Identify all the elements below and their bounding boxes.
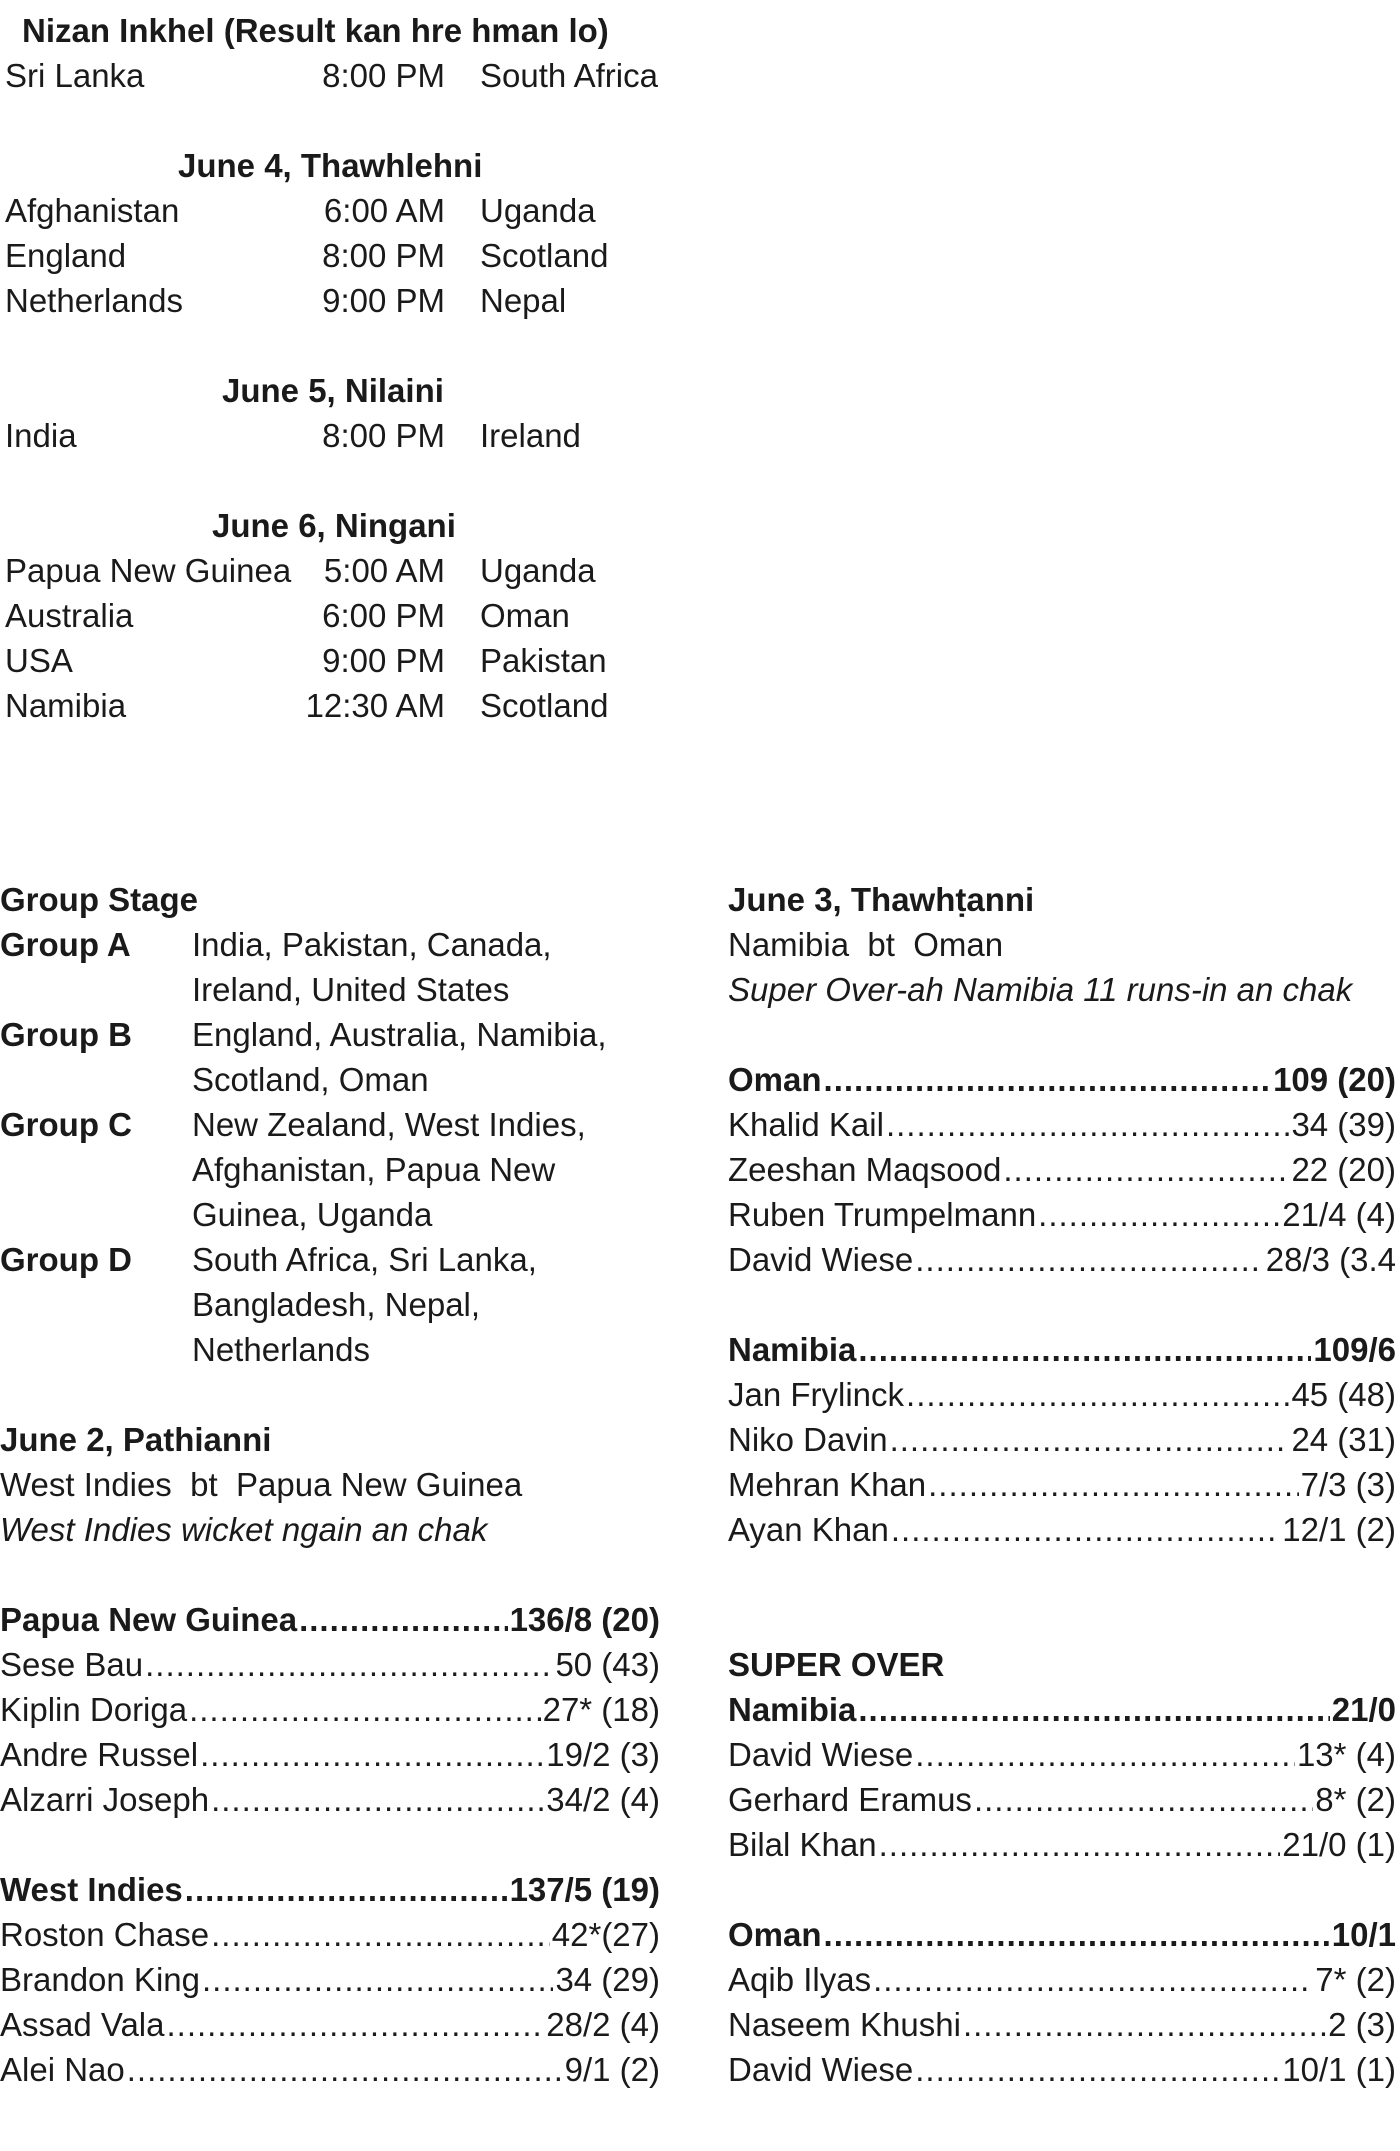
match-row bbox=[5, 278, 445, 323]
team2: Scotland bbox=[480, 687, 609, 724]
winner-team: West Indies bbox=[0, 1466, 172, 1503]
schedule-title: Nizan Inkhel (Result kan hre hman lo) bbox=[22, 12, 609, 49]
team-name: Namibia bbox=[728, 1331, 857, 1368]
team2: Scotland bbox=[480, 237, 609, 274]
player-score: 34 (39) bbox=[1291, 1106, 1396, 1143]
group-label: Group A bbox=[0, 926, 131, 963]
group-teams-line: Bangladesh, Nepal, bbox=[192, 1286, 481, 1323]
winner-team: Namibia bbox=[728, 926, 850, 963]
player-score: 28/3 (3.4 bbox=[1265, 1241, 1396, 1278]
player-name: Alzarri Joseph bbox=[0, 1781, 210, 1818]
player-name: Roston Chase bbox=[0, 1916, 210, 1953]
group-teams-line: Scotland, Oman bbox=[192, 1061, 429, 1098]
player-score: 7/3 (3) bbox=[1300, 1466, 1396, 1503]
beat-label: bt bbox=[867, 926, 895, 963]
match-row bbox=[5, 593, 445, 638]
innings-total-row bbox=[0, 1867, 660, 1912]
player-score: 28/2 (4) bbox=[546, 2006, 660, 2043]
innings-total-row bbox=[728, 1327, 1396, 1372]
player-score: 22 (20) bbox=[1291, 1151, 1396, 1188]
player-row bbox=[728, 1192, 1396, 1237]
player-name: Bilal Khan bbox=[728, 1826, 877, 1863]
player-row bbox=[728, 1237, 1396, 1282]
group-teams bbox=[192, 1102, 586, 1237]
player-row bbox=[728, 2002, 1396, 2047]
player-row bbox=[728, 1102, 1396, 1147]
match-time: 9:00 PM bbox=[322, 642, 445, 679]
player-name: Gerhard Eramus bbox=[728, 1781, 972, 1818]
player-row bbox=[728, 1417, 1396, 1462]
player-score: 9/1 (2) bbox=[564, 2051, 660, 2088]
player-score: 34/2 (4) bbox=[546, 1781, 660, 1818]
player-row bbox=[0, 1957, 660, 2002]
player-row bbox=[0, 2002, 660, 2047]
player-name: David Wiese bbox=[728, 1736, 914, 1773]
team-total: 21/0 bbox=[1331, 1691, 1396, 1728]
match-result bbox=[728, 922, 1003, 967]
group-label: Group B bbox=[0, 1016, 132, 1053]
player-row bbox=[0, 2047, 660, 2092]
player-name: Ayan Khan bbox=[728, 1511, 889, 1548]
innings-total-row bbox=[728, 1057, 1396, 1102]
match-date-header: June 3, Thawhṭanni bbox=[728, 881, 1035, 918]
team-name: Oman bbox=[728, 1061, 822, 1098]
team1: Namibia bbox=[5, 687, 127, 724]
match-row bbox=[5, 548, 445, 593]
group-teams bbox=[192, 922, 552, 1012]
innings-total-row bbox=[0, 1597, 660, 1642]
group-stage-title: Group Stage bbox=[0, 881, 199, 918]
player-name: Naseem Khushi bbox=[728, 2006, 961, 2043]
player-score: 13* (4) bbox=[1296, 1736, 1396, 1773]
day-header: June 5, Nilaini bbox=[222, 372, 444, 409]
group-teams-line: New Zealand, West Indies, bbox=[192, 1106, 586, 1143]
player-row bbox=[0, 1642, 660, 1687]
player-row bbox=[0, 1732, 660, 1777]
player-score: 10/1 (1) bbox=[1282, 2051, 1396, 2088]
team2: South Africa bbox=[480, 57, 658, 94]
group-teams-line: India, Pakistan, Canada, bbox=[192, 926, 552, 963]
player-row bbox=[728, 1732, 1396, 1777]
player-score: 42*(27) bbox=[551, 1916, 660, 1953]
player-row bbox=[728, 2047, 1396, 2092]
team1: Australia bbox=[5, 597, 134, 634]
beat-label: bt bbox=[190, 1466, 218, 1503]
player-score: 21/0 (1) bbox=[1282, 1826, 1396, 1863]
player-row bbox=[728, 1462, 1396, 1507]
player-row bbox=[728, 1777, 1396, 1822]
team-total: 10/1 bbox=[1331, 1916, 1396, 1953]
team-total: 136/8 (20) bbox=[509, 1601, 660, 1638]
match-row bbox=[5, 413, 445, 458]
team-name: Papua New Guinea bbox=[0, 1601, 298, 1638]
player-name: Brandon King bbox=[0, 1961, 200, 1998]
player-name: Kiplin Doriga bbox=[0, 1691, 188, 1728]
group-teams-line: Guinea, Uganda bbox=[192, 1196, 433, 1233]
player-name: Zeeshan Maqsood bbox=[728, 1151, 1002, 1188]
player-name: Alei Nao bbox=[0, 2051, 125, 2088]
group-label: Group C bbox=[0, 1106, 132, 1143]
player-row bbox=[0, 1687, 660, 1732]
match-date-header: June 2, Pathianni bbox=[0, 1421, 272, 1458]
match-time: 6:00 PM bbox=[322, 597, 445, 634]
player-name: David Wiese bbox=[728, 1241, 914, 1278]
player-score: 8* (2) bbox=[1315, 1781, 1396, 1818]
team1: India bbox=[5, 417, 77, 454]
team1: Sri Lanka bbox=[5, 57, 145, 94]
match-time: 8:00 PM bbox=[322, 417, 445, 454]
player-name: Andre Russel bbox=[0, 1736, 199, 1773]
match-time: 8:00 PM bbox=[322, 237, 445, 274]
player-score: 12/1 (2) bbox=[1282, 1511, 1396, 1548]
group-teams-line: Ireland, United States bbox=[192, 971, 510, 1008]
match-time: 8:00 PM bbox=[322, 57, 445, 94]
match-time: 5:00 AM bbox=[323, 552, 445, 589]
player-row bbox=[728, 1822, 1396, 1867]
match-time: 6:00 AM bbox=[323, 192, 445, 229]
match-row bbox=[5, 233, 445, 278]
loser-team: Papua New Guinea bbox=[236, 1466, 523, 1503]
match-note: Super Over-ah Namibia 11 runs-in an chak bbox=[728, 971, 1353, 1008]
team2: Pakistan bbox=[480, 642, 607, 679]
team1: Netherlands bbox=[5, 282, 183, 319]
player-score: 21/4 (4) bbox=[1282, 1196, 1396, 1233]
group-teams-line: South Africa, Sri Lanka, bbox=[192, 1241, 537, 1278]
match-row bbox=[5, 53, 445, 98]
player-name: Niko Davin bbox=[728, 1421, 888, 1458]
player-score: 50 (43) bbox=[555, 1646, 660, 1683]
match-row bbox=[5, 638, 445, 683]
match-row bbox=[5, 683, 445, 728]
team-name: Namibia bbox=[728, 1691, 857, 1728]
team-total: 137/5 (19) bbox=[509, 1871, 660, 1908]
team2: Ireland bbox=[480, 417, 581, 454]
team-total: 109/6 bbox=[1313, 1331, 1396, 1368]
player-name: David Wiese bbox=[728, 2051, 914, 2088]
group-label: Group D bbox=[0, 1241, 132, 1278]
team1: USA bbox=[5, 642, 73, 679]
team2: Oman bbox=[480, 597, 570, 634]
team-total: 109 (20) bbox=[1273, 1061, 1396, 1098]
team-name: West Indies bbox=[0, 1871, 183, 1908]
player-name: Sese Bau bbox=[0, 1646, 144, 1683]
group-teams-line: Afghanistan, Papua New bbox=[192, 1151, 556, 1188]
team1: Papua New Guinea bbox=[5, 552, 292, 589]
player-row bbox=[728, 1147, 1396, 1192]
day-header: June 6, Ningani bbox=[212, 507, 456, 544]
group-teams-line: England, Australia, Namibia, bbox=[192, 1016, 607, 1053]
player-score: 7* (2) bbox=[1315, 1961, 1396, 1998]
day-header: June 4, Thawhlehni bbox=[178, 147, 483, 184]
player-score: 24 (31) bbox=[1291, 1421, 1396, 1458]
team2: Nepal bbox=[480, 282, 567, 319]
team2: Uganda bbox=[480, 192, 596, 229]
player-name: Khalid Kail bbox=[728, 1106, 884, 1143]
player-name: Ruben Trumpelmann bbox=[728, 1196, 1037, 1233]
player-name: Aqib Ilyas bbox=[728, 1961, 872, 1998]
match-time: 9:00 PM bbox=[322, 282, 445, 319]
team2: Uganda bbox=[480, 552, 596, 589]
player-name: Mehran Khan bbox=[728, 1466, 927, 1503]
team1: England bbox=[5, 237, 127, 274]
player-row bbox=[728, 1957, 1396, 2002]
team-name: Oman bbox=[728, 1916, 822, 1953]
group-teams bbox=[192, 1012, 607, 1102]
match-result bbox=[0, 1462, 522, 1507]
team1: Afghanistan bbox=[5, 192, 180, 229]
player-name: Assad Vala bbox=[0, 2006, 165, 2043]
player-row bbox=[0, 1912, 660, 1957]
player-row bbox=[728, 1372, 1396, 1417]
player-score: 45 (48) bbox=[1291, 1376, 1396, 1413]
innings-total-row bbox=[728, 1687, 1396, 1732]
match-time: 12:30 AM bbox=[305, 687, 445, 724]
player-score: 27* (18) bbox=[542, 1691, 660, 1728]
player-row bbox=[728, 1507, 1396, 1552]
player-score: 34 (29) bbox=[555, 1961, 660, 1998]
super-over-title: SUPER OVER bbox=[728, 1646, 945, 1683]
player-score: 19/2 (3) bbox=[546, 1736, 660, 1773]
group-teams bbox=[192, 1237, 537, 1372]
loser-team: Oman bbox=[913, 926, 1004, 963]
player-score: 2 (3) bbox=[1328, 2006, 1396, 2043]
group-teams-line: Netherlands bbox=[192, 1331, 370, 1368]
player-row bbox=[0, 1777, 660, 1822]
player-name: Jan Frylinck bbox=[728, 1376, 905, 1413]
match-note: West Indies wicket ngain an chak bbox=[0, 1511, 488, 1548]
match-row bbox=[5, 188, 445, 233]
innings-total-row bbox=[728, 1912, 1396, 1957]
